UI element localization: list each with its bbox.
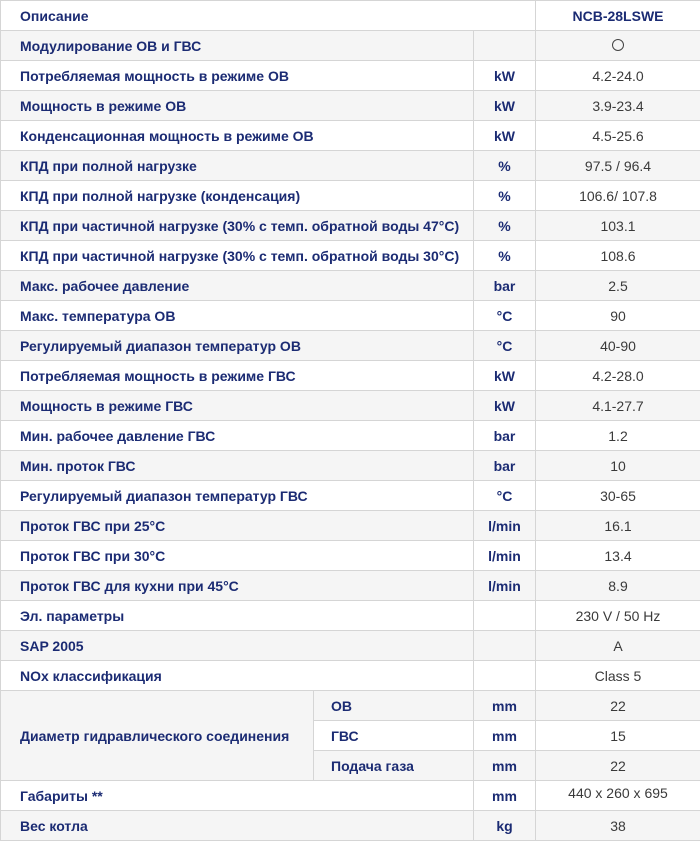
row-unit: l/min	[474, 541, 536, 571]
row-unit: kW	[474, 91, 536, 121]
table-row	[1, 301, 700, 331]
row-value: 2.5	[536, 271, 700, 301]
row-label: КПД при полной нагрузке (конденсация)	[1, 181, 474, 211]
row-unit: mm	[474, 721, 536, 751]
spec-table-body	[1, 1, 700, 841]
row-value	[536, 31, 700, 61]
row-value: 4.2-28.0	[536, 361, 700, 391]
table-row	[1, 121, 700, 151]
row-label: Конденсационная мощность в режиме ОВ	[1, 121, 474, 151]
row-unit: °C	[474, 481, 536, 511]
table-row	[1, 451, 700, 481]
row-value: 16.1	[536, 511, 700, 541]
row-value: 10	[536, 451, 700, 481]
header-label: Описание	[1, 1, 536, 31]
table-row	[1, 241, 700, 271]
table-row	[1, 91, 700, 121]
row-unit: bar	[474, 271, 536, 301]
row-value: 13.4	[536, 541, 700, 571]
row-value: 4.1-27.7	[536, 391, 700, 421]
table-row	[1, 61, 700, 91]
row-unit	[474, 601, 536, 631]
row-label: Эл. параметры	[1, 601, 474, 631]
table-row	[1, 661, 700, 691]
row-label: Мин. рабочее давление ГВС	[1, 421, 474, 451]
row-label: Габариты **	[1, 781, 474, 811]
row-label: Мин. проток ГВС	[1, 451, 474, 481]
table-row	[1, 811, 700, 841]
table-row	[1, 541, 700, 571]
row-label: КПД при частичной нагрузке (30% с темп. обратной воды 30°C)	[1, 241, 474, 271]
row-label: Вес котла	[1, 811, 474, 841]
row-unit: l/min	[474, 511, 536, 541]
row-value: 22	[536, 691, 700, 721]
row-unit: bar	[474, 421, 536, 451]
table-row	[1, 481, 700, 511]
row-unit: kW	[474, 361, 536, 391]
row-unit: kW	[474, 391, 536, 421]
table-row	[1, 421, 700, 451]
row-label: КПД при частичной нагрузке (30% с темп. обратной воды 47°C)	[1, 211, 474, 241]
row-label: Потребляемая мощность в режиме ОВ	[1, 61, 474, 91]
table-row	[1, 781, 700, 811]
row-unit	[474, 31, 536, 61]
row-unit: mm	[474, 691, 536, 721]
table-row	[1, 361, 700, 391]
diameter-sub-label: ОВ	[314, 691, 474, 721]
table-row	[1, 181, 700, 211]
row-unit	[474, 631, 536, 661]
row-label: Потребляемая мощность в режиме ГВС	[1, 361, 474, 391]
row-unit: kW	[474, 61, 536, 91]
table-row	[1, 271, 700, 301]
row-label: Модулирование ОВ и ГВС	[1, 31, 474, 61]
table-row	[1, 601, 700, 631]
row-value: 15	[536, 721, 700, 751]
row-value: 30-65	[536, 481, 700, 511]
row-unit: mm	[474, 781, 536, 811]
row-unit	[474, 661, 536, 691]
row-label: КПД при полной нагрузке	[1, 151, 474, 181]
table-row	[1, 331, 700, 361]
table-row	[1, 391, 700, 421]
row-label: Регулируемый диапазон температур ОВ	[1, 331, 474, 361]
row-value: 440 x 260 x 695	[536, 781, 700, 811]
row-value: A	[536, 631, 700, 661]
table-row	[1, 31, 700, 61]
row-unit: °C	[474, 331, 536, 361]
row-value: 4.2-24.0	[536, 61, 700, 91]
row-value: 4.5-25.6	[536, 121, 700, 151]
table-row	[1, 511, 700, 541]
row-label: Проток ГВС при 30°C	[1, 541, 474, 571]
row-unit: %	[474, 241, 536, 271]
header-row	[1, 1, 700, 31]
table-row	[1, 151, 700, 181]
row-label: SAP 2005	[1, 631, 474, 661]
row-unit: %	[474, 151, 536, 181]
row-label: Проток ГВС для кухни при 45°C	[1, 571, 474, 601]
diameter-sub-label: Подача газа	[314, 751, 474, 781]
row-label: Мощность в режиме ОВ	[1, 91, 474, 121]
row-value: 108.6	[536, 241, 700, 271]
row-value: 97.5 / 96.4	[536, 151, 700, 181]
row-unit: mm	[474, 751, 536, 781]
row-value: 40-90	[536, 331, 700, 361]
row-label: Макс. рабочее давление	[1, 271, 474, 301]
row-label: NOx классификация	[1, 661, 474, 691]
table-row	[1, 691, 700, 721]
table-row	[1, 631, 700, 661]
row-value: Class 5	[536, 661, 700, 691]
diameter-label: Диаметр гидравлического соединения	[1, 691, 314, 781]
row-label: Мощность в режиме ГВС	[1, 391, 474, 421]
row-value: 230 V / 50 Hz	[536, 601, 700, 631]
row-label: Регулируемый диапазон температур ГВС	[1, 481, 474, 511]
row-value: 22	[536, 751, 700, 781]
row-unit: kg	[474, 811, 536, 841]
row-value: 8.9	[536, 571, 700, 601]
row-label: Макс. температура ОВ	[1, 301, 474, 331]
row-value: 106.6/ 107.8	[536, 181, 700, 211]
row-unit: °C	[474, 301, 536, 331]
row-value: 90	[536, 301, 700, 331]
row-unit: %	[474, 211, 536, 241]
diameter-sub-label: ГВС	[314, 721, 474, 751]
table-row	[1, 211, 700, 241]
circle-icon	[612, 39, 624, 51]
row-unit: %	[474, 181, 536, 211]
model-name: NCB-28LSWE	[536, 1, 700, 31]
row-value: 103.1	[536, 211, 700, 241]
row-unit: l/min	[474, 571, 536, 601]
row-value: 38	[536, 811, 700, 841]
row-value: 3.9-23.4	[536, 91, 700, 121]
row-value: 1.2	[536, 421, 700, 451]
row-unit: kW	[474, 121, 536, 151]
row-label: Проток ГВС при 25°C	[1, 511, 474, 541]
table-row	[1, 571, 700, 601]
row-unit: bar	[474, 451, 536, 481]
